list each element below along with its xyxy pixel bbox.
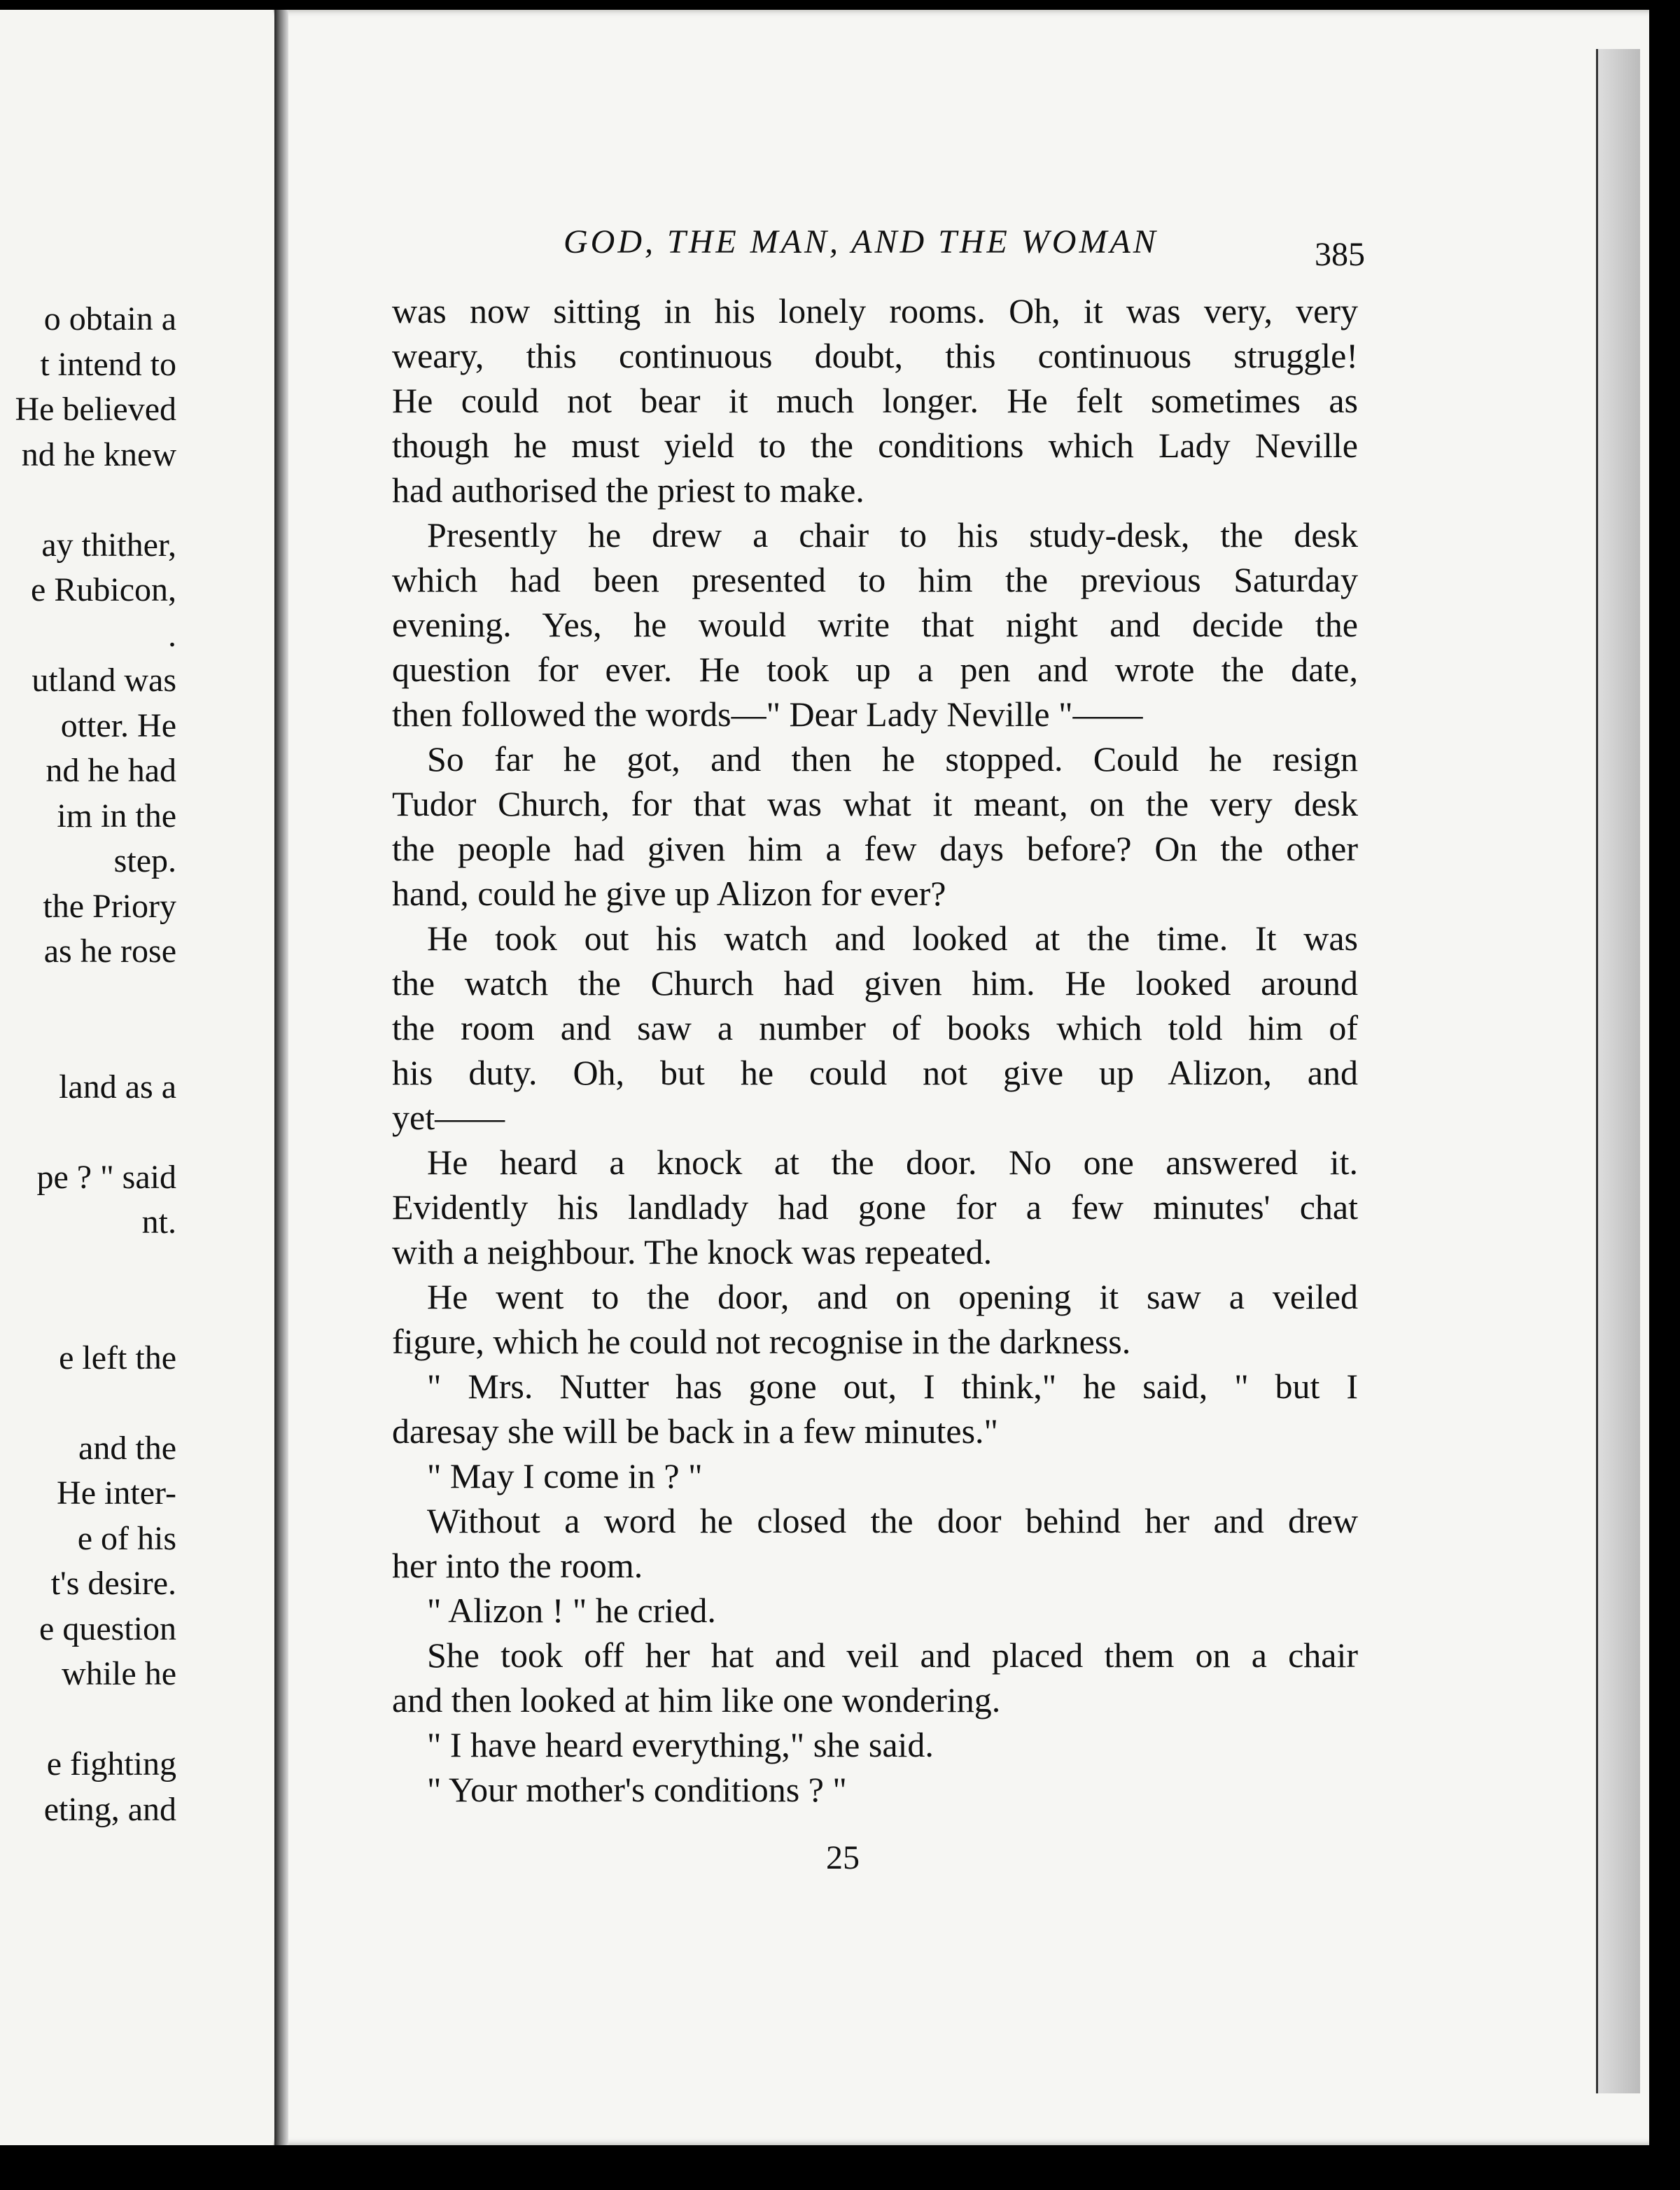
running-head: GOD, THE MAN, AND THE WOMAN [564,223,1158,260]
page-edge [1596,49,1640,2093]
body-line: Evidently his landlady had gone for a few minutes' chat [392,1187,1358,1227]
signature-mark: 25 [826,1839,860,1876]
left-page-line: the Priory [43,887,176,925]
body-line: then followed the words—" Dear Lady Neville "—— [392,695,1143,734]
body-line: though he must yield to the conditions which Lady Neville [392,426,1358,465]
body-line: the watch the Church had given him. He looked around [392,963,1358,1003]
left-page-line: He inter- [57,1474,176,1512]
left-page-line: nd he had [46,752,176,789]
left-page-line: t's desire. [50,1565,176,1602]
body-text [392,288,1358,1812]
body-line: She took off her hat and veil and placed them on a chair [427,1635,1358,1675]
left-page-line: ay thither, [41,526,176,564]
body-line: evening. Yes, he would write that night and decide the [392,605,1358,644]
left-page-line: pe ? " said [36,1158,176,1196]
body-line: Without a word he closed the door behind her and drew [427,1501,1358,1540]
body-line: his duty. Oh, but he could not give up Alizon, and [392,1053,1358,1092]
body-line: So far he got, and then he stopped. Could he resign [427,739,1358,779]
body-line: " May I come in ? " [427,1456,703,1495]
body-line: figure, which he could not recognise in the darkness. [392,1322,1131,1361]
left-page-line: step. [113,842,176,879]
left-page-line: t intend to [40,345,176,383]
body-line: weary, this continuous doubt, this continuous struggle! [392,336,1358,375]
body-line: and then looked at him like one wondering. [392,1680,1001,1720]
body-line: the room and saw a number of books which told him of [392,1008,1358,1047]
body-line: yet—— [392,1098,505,1137]
body-line: He could not bear it much longer. He felt sometimes as [392,381,1358,420]
body-line: was now sitting in his lonely rooms. Oh, it was very, very [392,291,1358,330]
body-line: had authorised the priest to make. [392,470,864,510]
left-page-line: He believed [15,391,176,428]
body-line: Tudor Church, for that was what it meant, on the very desk [392,784,1358,823]
body-line: her into the room. [392,1546,643,1585]
left-page-line: e of his [77,1519,176,1557]
body-line: " I have heard everything," she said. [427,1725,934,1764]
left-page-line: e fighting [46,1745,176,1783]
left-page [0,10,273,2145]
left-page-line: eting, and [43,1790,176,1828]
body-line: " Alizon ! " he cried. [427,1591,716,1630]
left-page-line: utland was [31,662,176,699]
left-page-line: and the [78,1429,176,1467]
left-page-line: nd he knew [21,435,176,473]
left-page-line: land as a [59,1068,176,1106]
left-page-line: nt. [141,1204,176,1241]
left-page-line: as he rose [43,933,176,970]
book-gutter [274,10,288,2145]
left-page-line: e question [39,1610,176,1647]
body-line: He took out his watch and looked at the time. It was [427,919,1358,958]
left-page-line: e left the [59,1339,176,1376]
left-page-line: . [168,616,176,654]
body-line: the people had given him a few days before? On the other [392,829,1358,868]
body-line: He went to the door, and on opening it saw a veiled [427,1277,1358,1316]
body-line: question for ever. He took up a pen and wrote the date, [392,650,1358,689]
body-line: Presently he drew a chair to his study-desk, the desk [427,515,1358,555]
left-page-line: otter. He [60,706,176,744]
page-number: 385 [1315,236,1365,273]
left-page-line: o obtain a [43,300,176,337]
left-page-line: e Rubicon, [31,571,176,608]
body-line: with a neighbour. The knock was repeated. [392,1232,993,1271]
body-line: hand, could he give up Alizon for ever? [392,874,946,913]
body-line: which had been presented to him the previous Saturday [392,560,1358,599]
body-line: He heard a knock at the door. No one answered it. [427,1143,1358,1182]
left-page-line: im in the [57,797,176,835]
body-line: daresay she will be back in a few minutes." [392,1411,998,1451]
body-line: " Your mother's conditions ? " [427,1770,847,1809]
left-page-line: while he [62,1655,176,1692]
body-line: " Mrs. Nutter has gone out, I think," he said, " but I [427,1367,1358,1406]
